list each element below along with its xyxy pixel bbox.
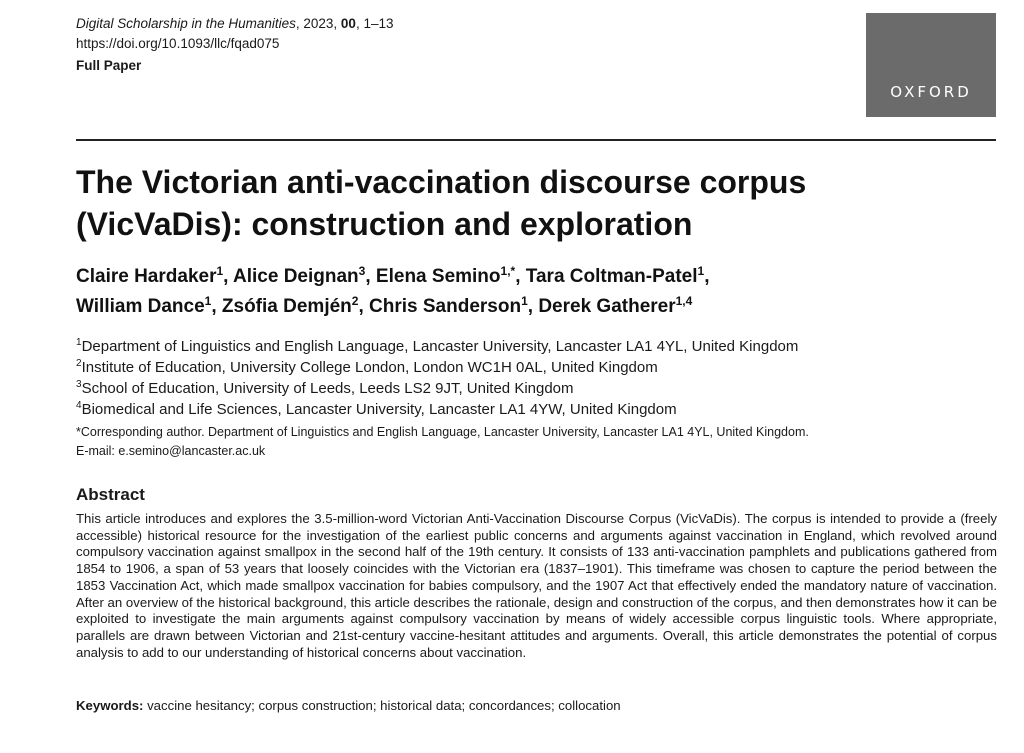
abstract-text: This article introduces and explores the 3.5-million-word Victorian Anti-Vaccination Discourse Corpus (VicVaDis). The corpus is intended to provide a (freely accessible) historical resource for the investigation of the earliest public concerns and arguments against vaccination in England, which revolved around compulsory vaccination against smallpox in the second half of the 19th century. It consists of 133 anti-vaccination pamphlets and publications gathered from 1854 to 1906, a span of 53 years that loosely coincides with the Victorian era (1837–1901). This timeframe was chosen to capture the period between the 1853 Vaccination Act, which made smallpox vaccination for babies compulsory, and the 1907 Act that effectively ended the mandatory nature of vaccination. After an overview of the historical background, this article describes the rationale, design and construction of the corpus, and then demonstrates how it can be exploited to investigate the main arguments against compulsory vaccination by means of widely accessible corpus linguistic tools. Where appropriate, parallels are drawn between Victorian and 21st-century vaccine-hesitant attitudes and arguments. Overall, this article demonstrates the potential of corpus analysis to add to our understanding of historical concerns about vaccination. [76, 511, 997, 660]
author: Derek Gatherer$^{1,4}$ [538, 294, 693, 317]
affiliation: $^3$School of Education, University of Leeds, Leeds LS2 9JT, United Kingdom [76, 379, 574, 397]
author: Elena Semino$^{1,*}$, [375, 264, 526, 287]
paper-type: Full Paper [76, 58, 142, 73]
oxford-logo [866, 13, 996, 117]
affiliation: $^2$Institute of Education, University College London, London WC1H 0AL, United Kingdom [76, 358, 658, 376]
abstract-heading: Abstract [76, 485, 145, 504]
affiliation: $^1$Department of Linguistics and English Language, Lancaster University, Lancaster LA1 4YL, United Kingdom [76, 337, 799, 355]
journal-name: Digital Scholarship in the Humanities [76, 16, 296, 31]
author: Alice Deignan$^3$, [233, 264, 376, 287]
journal-citation [76, 14, 393, 34]
author: Chris Sanderson$^1$, [369, 294, 539, 317]
journal-year: , 2023, [295, 16, 341, 31]
author: William Dance$^1$, [76, 294, 222, 317]
logo-text: OXFORD [890, 83, 972, 101]
author: Zsófia Demjén$^2$, [221, 294, 370, 317]
corresponding-author-address: *Corresponding author. Department of Linguistics and English Language, Lancaster University, Lancaster LA1 4YL, United Kingdom. [76, 425, 809, 439]
corresponding-author-email[interactable]: E-mail: e.semino@lancaster.ac.uk [76, 444, 266, 458]
header-divider [76, 139, 996, 141]
keywords-text: vaccine hesitancy; corpus construction; historical data; concordances; collocation [143, 698, 621, 713]
keywords-label: Keywords: [76, 698, 144, 713]
author: Tara Coltman-Patel$^1$, [525, 264, 710, 287]
author: Claire Hardaker$^1$, [76, 264, 234, 287]
author-list [76, 262, 976, 322]
corresponding-author [76, 423, 976, 461]
journal-volume: 00 [340, 16, 356, 31]
paper-title: The Victorian anti-vaccination discourse corpus (VicVaDis): construction and exploration [76, 164, 807, 242]
affiliation: $^4$Biomedical and Life Sciences, Lancaster University, Lancaster LA1 4YW, United Kingdom [76, 400, 677, 418]
journal-pages: , 1–13 [355, 16, 394, 31]
doi-link[interactable]: https://doi.org/10.1093/llc/fqad075 [76, 36, 280, 51]
keywords [76, 697, 997, 714]
affiliation-list [76, 336, 976, 420]
